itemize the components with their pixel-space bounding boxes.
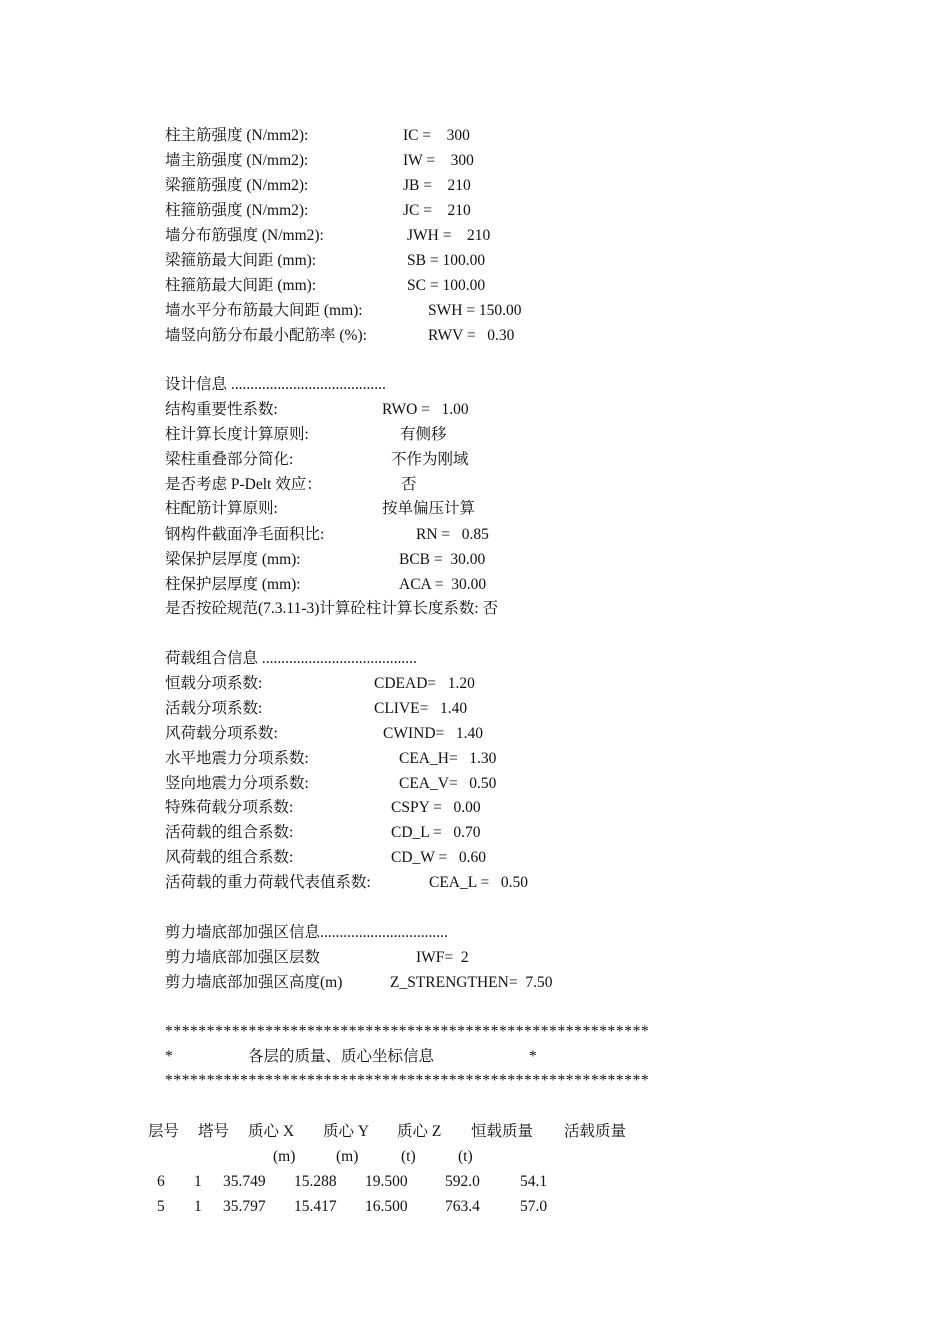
load-label: 活荷载的组合系数: bbox=[165, 824, 294, 841]
design-label: 梁柱重叠部分简化: bbox=[165, 451, 294, 468]
load-value: CWIND= 1.40 bbox=[383, 725, 484, 742]
design-value: 按单偏压计算 bbox=[382, 500, 476, 517]
table-cell: 592.0 bbox=[445, 1173, 480, 1190]
rebar-label: 柱主筋强度 (N/mm2): bbox=[165, 127, 309, 144]
design-value: BCB = 30.00 bbox=[399, 551, 486, 568]
table-cell: 19.500 bbox=[365, 1173, 408, 1190]
rebar-label: 墙分布筋强度 (N/mm2): bbox=[165, 227, 324, 244]
load-value: CDEAD= 1.20 bbox=[374, 675, 475, 692]
design-extra: 是否按砼规范(7.3.11-3)计算砼柱计算长度系数: 否 bbox=[165, 600, 499, 617]
design-value: RN = 0.85 bbox=[416, 526, 489, 543]
design-value: ACA = 30.00 bbox=[399, 576, 487, 593]
design-label: 柱保护层厚度 (mm): bbox=[165, 576, 301, 593]
design-label: 梁保护层厚度 (mm): bbox=[165, 551, 301, 568]
star-line: ********************************************************** bbox=[165, 1023, 650, 1040]
table-header: 塔号 bbox=[198, 1123, 230, 1140]
rebar-value: IC = 300 bbox=[403, 127, 470, 144]
load-label: 恒载分项系数: bbox=[165, 675, 263, 692]
load-label: 风荷载分项系数: bbox=[165, 725, 278, 742]
design-label: 结构重要性系数: bbox=[165, 401, 278, 418]
table-header: 质心 Y bbox=[323, 1123, 370, 1140]
shear-label: 剪力墙底部加强区层数 bbox=[165, 949, 321, 966]
table-header: 质心 Z bbox=[397, 1123, 442, 1140]
load-value: CEA_L = 0.50 bbox=[429, 874, 529, 891]
design-value: 否 bbox=[401, 476, 417, 493]
rebar-label: 梁箍筋最大间距 (mm): bbox=[165, 252, 317, 269]
rebar-value: RWV = 0.30 bbox=[428, 327, 515, 344]
design-label: 柱计算长度计算原则: bbox=[165, 426, 309, 443]
table-cell: 57.0 bbox=[520, 1198, 548, 1215]
rebar-label: 柱箍筋强度 (N/mm2): bbox=[165, 202, 309, 219]
load-label: 活荷载的重力荷载代表值系数: bbox=[165, 874, 371, 891]
table-unit: (t) bbox=[401, 1148, 416, 1165]
rebar-value: JWH = 210 bbox=[407, 227, 491, 244]
table-cell: 35.797 bbox=[223, 1198, 266, 1215]
design-label: 是否考虑 P-Delt 效应： bbox=[165, 476, 322, 493]
table-cell: 6 bbox=[157, 1173, 165, 1190]
load-label: 水平地震力分项系数: bbox=[165, 750, 309, 767]
load-label: 特殊荷载分项系数: bbox=[165, 799, 294, 816]
banner-title: 各层的质量、质心坐标信息 bbox=[248, 1048, 435, 1065]
table-unit: (t) bbox=[458, 1148, 473, 1165]
star-line: ********************************************************** bbox=[165, 1072, 650, 1089]
rebar-value: IW = 300 bbox=[403, 152, 474, 169]
table-cell: 16.500 bbox=[365, 1198, 408, 1215]
rebar-value: JB = 210 bbox=[403, 177, 471, 194]
rebar-label: 柱箍筋最大间距 (mm): bbox=[165, 277, 317, 294]
shear-value: IWF= 2 bbox=[416, 949, 469, 966]
table-header: 层号 bbox=[148, 1123, 180, 1140]
rebar-value: JC = 210 bbox=[403, 202, 471, 219]
table-header: 活载质量 bbox=[564, 1123, 627, 1140]
table-header: 质心 X bbox=[248, 1123, 295, 1140]
load-value: CD_L = 0.70 bbox=[391, 824, 481, 841]
table-cell: 15.288 bbox=[294, 1173, 337, 1190]
load-label: 竖向地震力分项系数: bbox=[165, 775, 309, 792]
load-label: 活载分项系数: bbox=[165, 700, 263, 717]
rebar-label: 墙竖向筋分布最小配筋率 (%): bbox=[165, 327, 367, 344]
table-cell: 35.749 bbox=[223, 1173, 266, 1190]
load-value: CD_W = 0.60 bbox=[391, 849, 486, 866]
table-cell: 1 bbox=[194, 1173, 202, 1190]
load-value: CEA_H= 1.30 bbox=[399, 750, 497, 767]
design-value: 不作为刚域 bbox=[391, 451, 469, 468]
table-header: 恒载质量 bbox=[471, 1123, 534, 1140]
table-cell: 1 bbox=[194, 1198, 202, 1215]
section-header: 剪力墙底部加强区信息................................. bbox=[165, 924, 448, 941]
load-value: CEA_V= 0.50 bbox=[399, 775, 497, 792]
table-cell: 15.417 bbox=[294, 1198, 337, 1215]
table-unit: (m) bbox=[273, 1148, 296, 1165]
rebar-value: SC = 100.00 bbox=[407, 277, 486, 294]
table-unit: (m) bbox=[336, 1148, 359, 1165]
rebar-label: 梁箍筋强度 (N/mm2): bbox=[165, 177, 309, 194]
load-value: CSPY = 0.00 bbox=[391, 799, 481, 816]
table-cell: 54.1 bbox=[520, 1173, 548, 1190]
star-right: * bbox=[529, 1048, 537, 1065]
shear-value: Z_STRENGTHEN= 7.50 bbox=[390, 974, 553, 991]
design-label: 柱配筋计算原则: bbox=[165, 500, 278, 517]
design-value: RWO = 1.00 bbox=[382, 401, 469, 418]
load-value: CLIVE= 1.40 bbox=[374, 700, 468, 717]
rebar-label: 墙水平分布筋最大间距 (mm): bbox=[165, 302, 363, 319]
section-header: 设计信息 ........................................ bbox=[165, 376, 386, 393]
table-cell: 5 bbox=[157, 1198, 165, 1215]
star-left: * bbox=[165, 1048, 173, 1065]
design-value: 有侧移 bbox=[400, 426, 447, 443]
rebar-label: 墙主筋强度 (N/mm2): bbox=[165, 152, 309, 169]
rebar-value: SWH = 150.00 bbox=[428, 302, 522, 319]
shear-label: 剪力墙底部加强区高度(m) bbox=[165, 974, 343, 991]
section-header: 荷载组合信息 ........................................ bbox=[165, 650, 417, 667]
table-cell: 763.4 bbox=[445, 1198, 480, 1215]
rebar-value: SB = 100.00 bbox=[407, 252, 486, 269]
load-label: 风荷载的组合系数: bbox=[165, 849, 294, 866]
design-label: 钢构件截面净毛面积比: bbox=[165, 526, 325, 543]
